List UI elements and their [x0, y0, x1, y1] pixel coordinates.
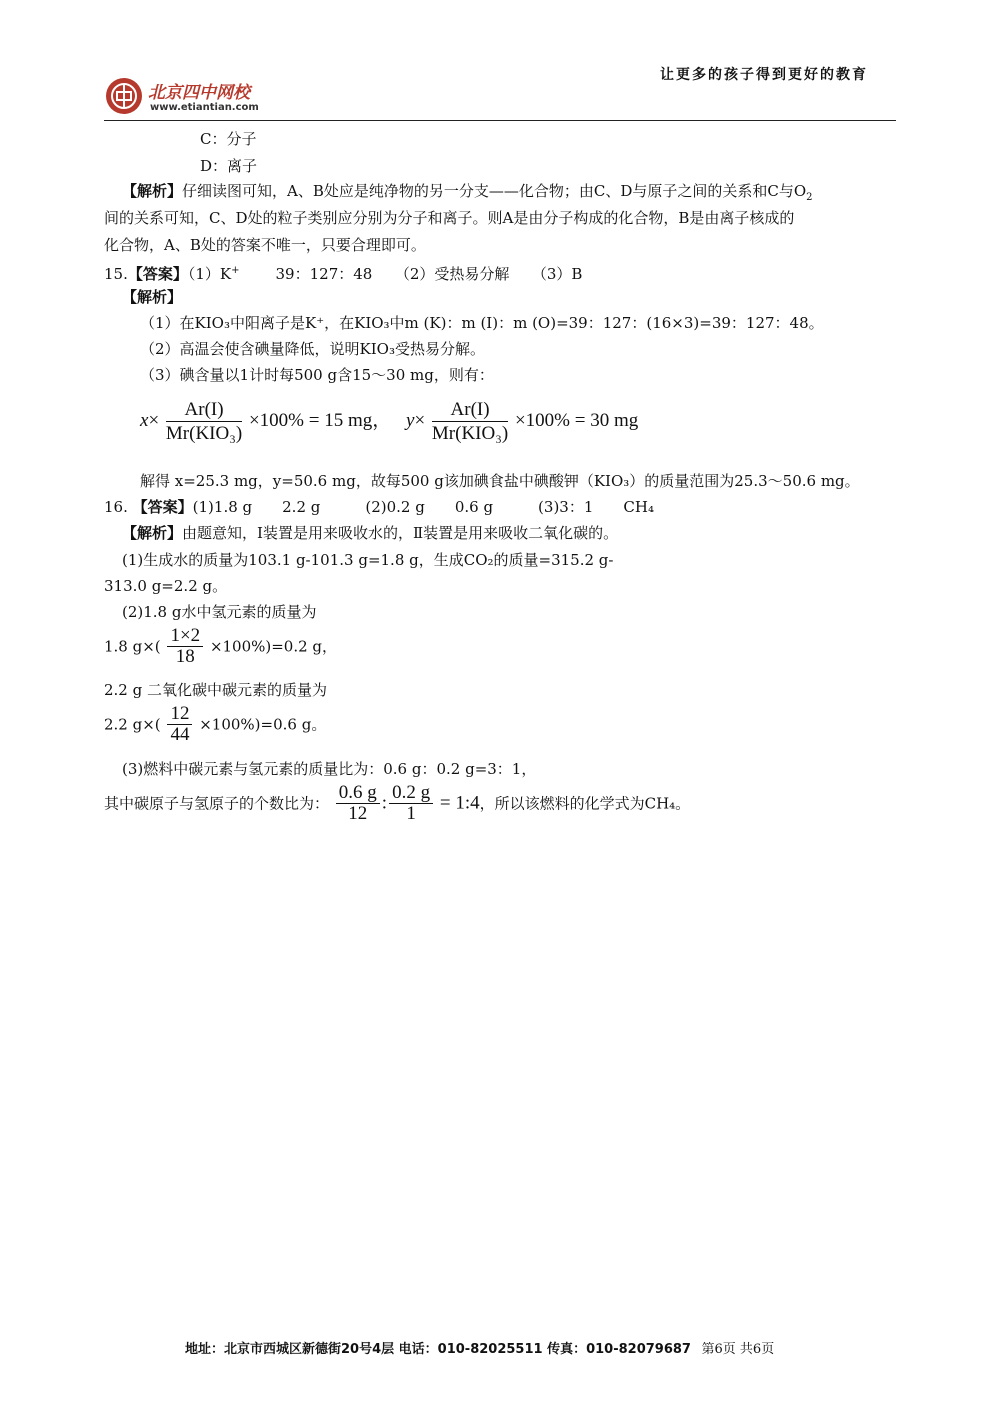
q16-carbon-calc: 2.2 g×( $\frac{12}{44}$ ×100%)=0.6 g。	[104, 703, 327, 745]
q15-answer: 15.【答案】（1）K+ 39：127：48 （2）受热易分解 （3）B	[104, 265, 583, 283]
fraction-12-over-44: $\frac{12}{44}$	[167, 704, 192, 745]
q16-atom-ratio: 其中碳原子与氢原子的个数比为： $\frac{0.6 g}{12}$ : $\frac{0.2 g}{1}$ = 1:4，所以该燃料的化学式为CH₄。	[104, 782, 691, 824]
logo	[104, 72, 294, 120]
q16-analysis-line-2: 313.0 g=2.2 g。	[104, 577, 228, 595]
q16-analysis-line-0: 【解析】由题意知，Ⅰ装置是用来吸收水的，Ⅱ装置是用来吸收二氧化碳的。	[122, 524, 619, 542]
fraction-0.6g-over-12: $\frac{0.6 g}{12}$	[336, 783, 380, 824]
fraction-ar-over-mr-1: $\frac{Ar(I)}{\text{Mr(KIO₃)}}$	[165, 399, 243, 444]
q16-analysis-line-5: 2.2 g 二氧化碳中碳元素的质量为	[104, 681, 327, 699]
q16-analysis-line-7: (3)燃料中碳元素与氢元素的质量比为：0.6 g：0.2 g=3：1，	[122, 760, 537, 778]
iodine-equation: x× $\frac{Ar(I)}{\text{Mr(KIO₃)}}$ ×100% = 15 mg， y× $\frac{Ar(I)}{\text{Mr(KIO₃)}}$ ×100% = 30 mg	[140, 399, 639, 444]
q15-analysis-line-4: 解得 x=25.3 mg，y=50.6 mg，故每500 g该加碘食盐中碘酸钾（KIO₃）的质量范围为25.3～50.6 mg。	[140, 472, 860, 490]
q15-analysis-line-3: （3）碘含量以1计时每500 g含15～30 mg，则有：	[140, 366, 494, 384]
fraction-2-over-18: $\frac{1\times 2}{18}$	[167, 626, 203, 667]
header-rule	[104, 120, 896, 121]
q15-analysis-line-2: （2）高温会使含碘量降低，说明KIO₃受热易分解。	[140, 340, 485, 358]
option-c: C：分子	[200, 130, 257, 148]
footer-address: 地址：北京市西城区新德街20号4层 电话：010-82025511 传真：010-82079687	[185, 1342, 691, 1357]
q16-answer: 16. 【答案】(1)1.8 g 2.2 g (2)0.2 g 0.6 g (3)3：1 CH₄	[104, 498, 654, 516]
option-d: D：离子	[200, 157, 258, 175]
fraction-ar-over-mr-2: $\frac{Ar(I)}{\text{Mr(KIO₃)}}$	[431, 399, 509, 444]
q16-analysis-line-1: (1)生成水的质量为103.1 g-101.3 g=1.8 g，生成CO₂的质量=315.2 g-	[122, 551, 614, 569]
q16-analysis-line-3: (2)1.8 g水中氢元素的质量为	[122, 603, 317, 621]
q15-analysis-tag: 【解析】	[122, 288, 183, 306]
logo-emblem-icon	[104, 76, 144, 116]
q16-hydrogen-calc: 1.8 g×( $\frac{1\times 2}{18}$ ×100%)=0.2 g，	[104, 625, 338, 667]
q15-analysis-line-1: （1）在KIO₃中阳离子是K⁺，在KIO₃中m (K)：m (I)：m (O)=39：127：(16×3)=39：127：48。	[140, 314, 824, 332]
footer-page-number: 第6页 共6页	[701, 1342, 775, 1357]
q14-analysis-line-1: 【解析】仔细读图可知，A、B处应是纯净物的另一分支——化合物；由C、D与原子之间的关系和C与$O_2$	[122, 182, 813, 203]
q14-analysis-line-2: 间的关系可知，C、D处的粒子类别应分别为分子和离子。则A是由分子构成的化合物，B是由离子核成的	[104, 209, 795, 227]
q14-analysis-line-3: 化合物，A、B处的答案不唯一，只要合理即可。	[104, 236, 426, 254]
header-slogan: 让更多的孩子得到更好的教育	[660, 67, 868, 83]
logo-url: www.etiantian.com	[150, 102, 259, 113]
logo-text: 北京四中网校	[148, 83, 250, 103]
fraction-0.2g-over-1: $\frac{0.2 g}{1}$	[389, 783, 433, 824]
footer	[185, 1338, 774, 1357]
